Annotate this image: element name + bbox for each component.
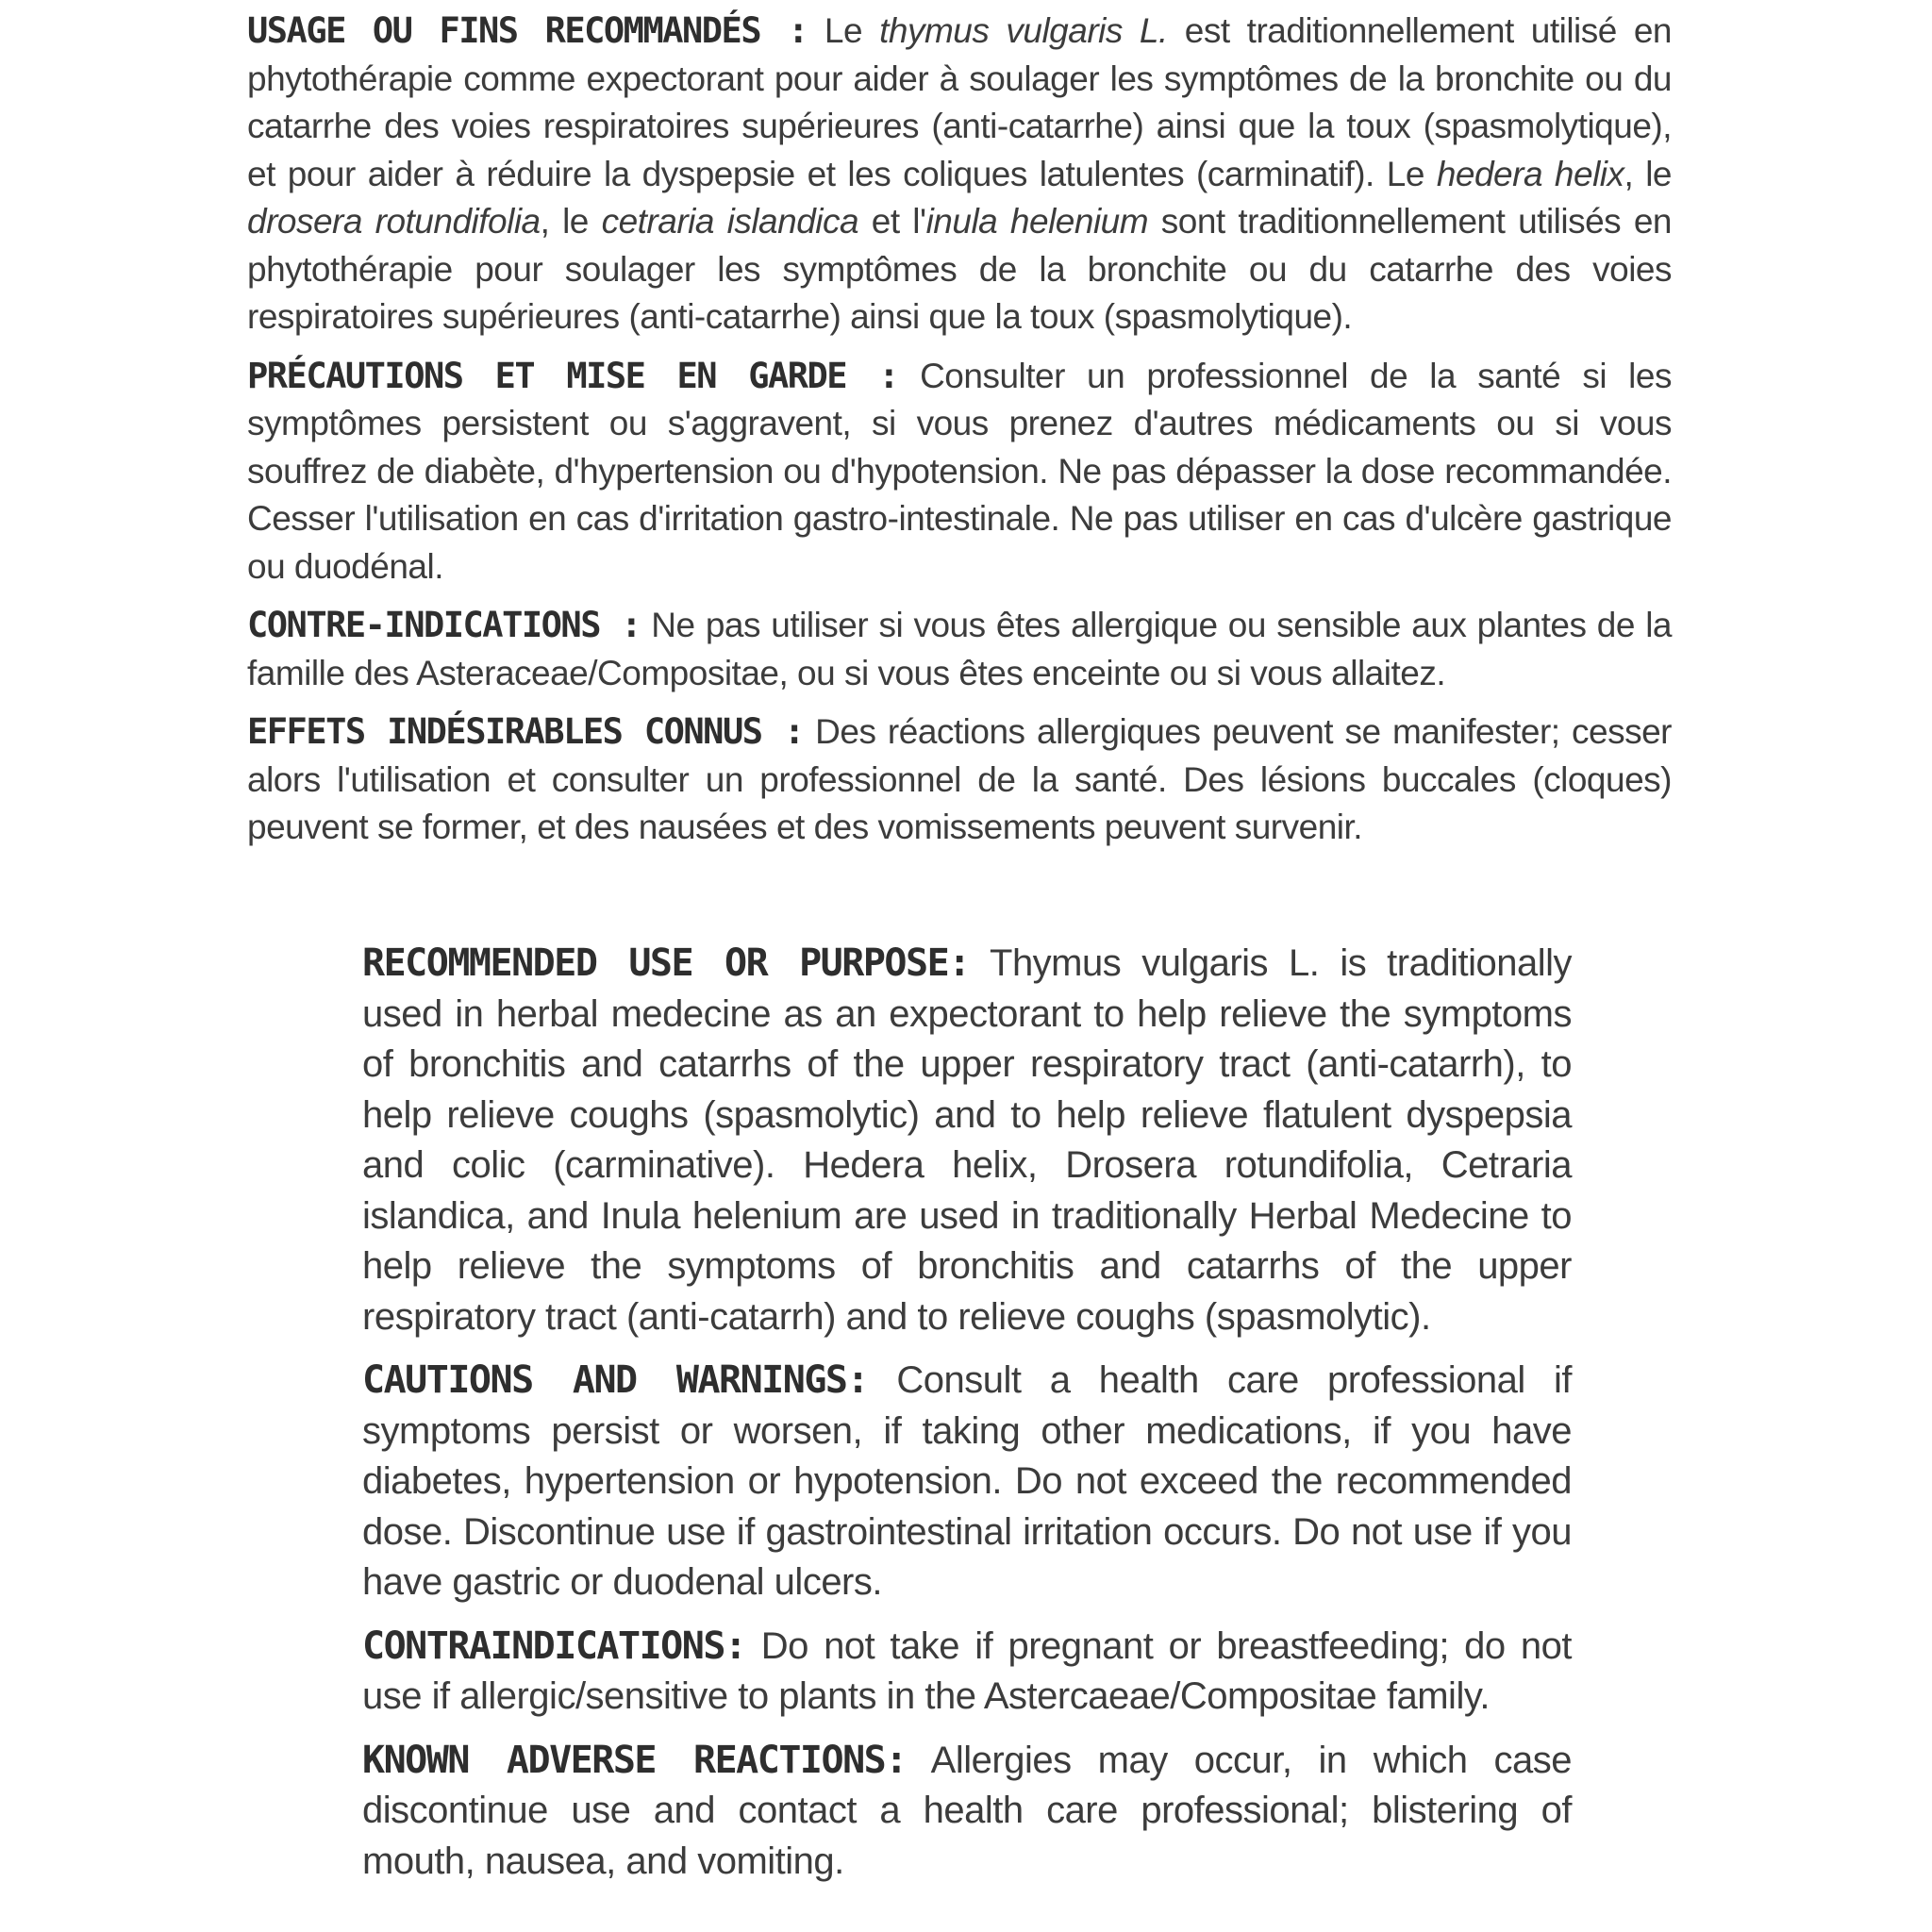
- contraindications-heading-en: CONTRAINDICATIONS:: [362, 1624, 746, 1668]
- use-text-en: Thymus vulgaris L. is traditionally used in herbal medecine as an expectorant to help relieve the symptoms of bronchitis and catarrhs of the upper respiratory tract (anti-catarrh), to help relieve coughs (spasmolytic) and to help relieve flatulent dyspepsia and colic (carminative). Hedera helix, Drosera rotundifolia, Cetraria islandica, and Inula helenium are used in traditionally Herbal Medecine to help relieve the symptoms of bronchitis and catarrhs of the upper respiratory tract (anti-catarrh) and to relieve coughs (spasmolytic).: [362, 942, 1572, 1338]
- use-heading-en: RECOMMENDED USE OR PURPOSE:: [362, 941, 970, 985]
- adverse-paragraph-en: [362, 1736, 1572, 1888]
- usage-text-fr-4: , le: [540, 202, 602, 241]
- french-label-section: [247, 8, 1672, 863]
- usage-text-fr-1: Le: [807, 11, 880, 50]
- usage-text-fr-2: est traditionnellement utilisé en phytothérapie comme expectorant pour aider à soulager les symptômes de la bronchite ou du catarrhe des voies respiratoires supérieures (anti-catarrhe) ainsi que la toux (spasmolytique), et pour aider à réduire la dyspepsie et les coliques latulentes (carminatif). Le: [247, 11, 1673, 193]
- effets-text-fr: Des réactions allergiques peuvent se manifester; cesser alors l'utilisation et consulter un professionnel de la santé. Des lésions buccales (cloques) peuvent se former, et des nausées et des vomissements peuvent survenir.: [247, 712, 1672, 846]
- usage-heading-fr: USAGE OU FINS RECOMMANDÉS :: [247, 10, 808, 51]
- usage-text-fr-5: et l': [858, 202, 926, 241]
- use-paragraph-en: [362, 939, 1572, 1342]
- precautions-heading-fr: PRÉCAUTIONS ET MISE EN GARDE :: [247, 355, 898, 396]
- precautions-paragraph-fr: [247, 353, 1672, 591]
- english-label-section: [362, 939, 1572, 1900]
- contre-indications-heading-fr: CONTRE-INDICATIONS :: [247, 605, 641, 645]
- contraindications-paragraph-en: [362, 1622, 1572, 1723]
- adverse-heading-en: KNOWN ADVERSE REACTIONS:: [362, 1738, 907, 1782]
- inula-latin-name: inula helenium: [925, 202, 1149, 241]
- drosera-latin-name: drosera rotundifolia: [247, 202, 541, 241]
- cautions-heading-en: CAUTIONS AND WARNINGS:: [362, 1358, 869, 1402]
- effets-heading-fr: EFFETS INDÉSIRABLES CONNUS :: [247, 711, 804, 752]
- precautions-text-fr: Consulter un professionnel de la santé si les symptômes persistent ou s'aggravent, si vous prenez d'autres médicaments ou si vous souffrez de diabète, d'hypertension ou d'hypotension. Ne pas dépasser la dose recommandée. Cesser l'utilisation en cas d'irritation gastro-intestinale. Ne pas utiliser en cas d'ulcère gastrique ou duodénal.: [247, 356, 1672, 586]
- thymus-latin-name: thymus vulgaris L.: [879, 11, 1168, 50]
- cautions-paragraph-en: [362, 1356, 1572, 1608]
- usage-text-fr-3: , le: [1624, 154, 1673, 193]
- contre-indications-text-fr: Ne pas utiliser si vous êtes allergique ou sensible aux plantes de la famille des Asteraceae/Compositae, ou si vous êtes enceinte ou si vous allaitez.: [247, 606, 1672, 692]
- cautions-text-en: Consult a health care professional if symptoms persist or worsen, if taking other medications, if you have diabetes, hypertension or hypotension. Do not exceed the recommended dose. Discontinue use if gastrointestinal irritation occurs. Do not use if you have gastric or duodenal ulcers.: [362, 1359, 1572, 1603]
- usage-paragraph-fr: [247, 8, 1672, 341]
- contraindications-text-en: Do not take if pregnant or breastfeeding; do not use if allergic/sensitive to plants in the Astercaeae/Compositae family.: [362, 1624, 1572, 1717]
- adverse-text-en: Allergies may occur, in which case discontinue use and contact a health care professional; blistering of mouth, nausea, and vomiting.: [362, 1739, 1573, 1882]
- contre-indications-paragraph-fr: [247, 602, 1672, 697]
- effets-paragraph-fr: [247, 708, 1672, 852]
- cetraria-latin-name: cetraria islandica: [601, 202, 859, 241]
- usage-text-fr-6: sont traditionnellement utilisés en phytothérapie pour soulager les symptômes de la bronchite ou du catarrhe des voies respiratoires supérieures (anti-catarrhe) ainsi que la toux (spasmolytique).: [247, 202, 1673, 336]
- hedera-latin-name: hedera helix: [1436, 154, 1624, 193]
